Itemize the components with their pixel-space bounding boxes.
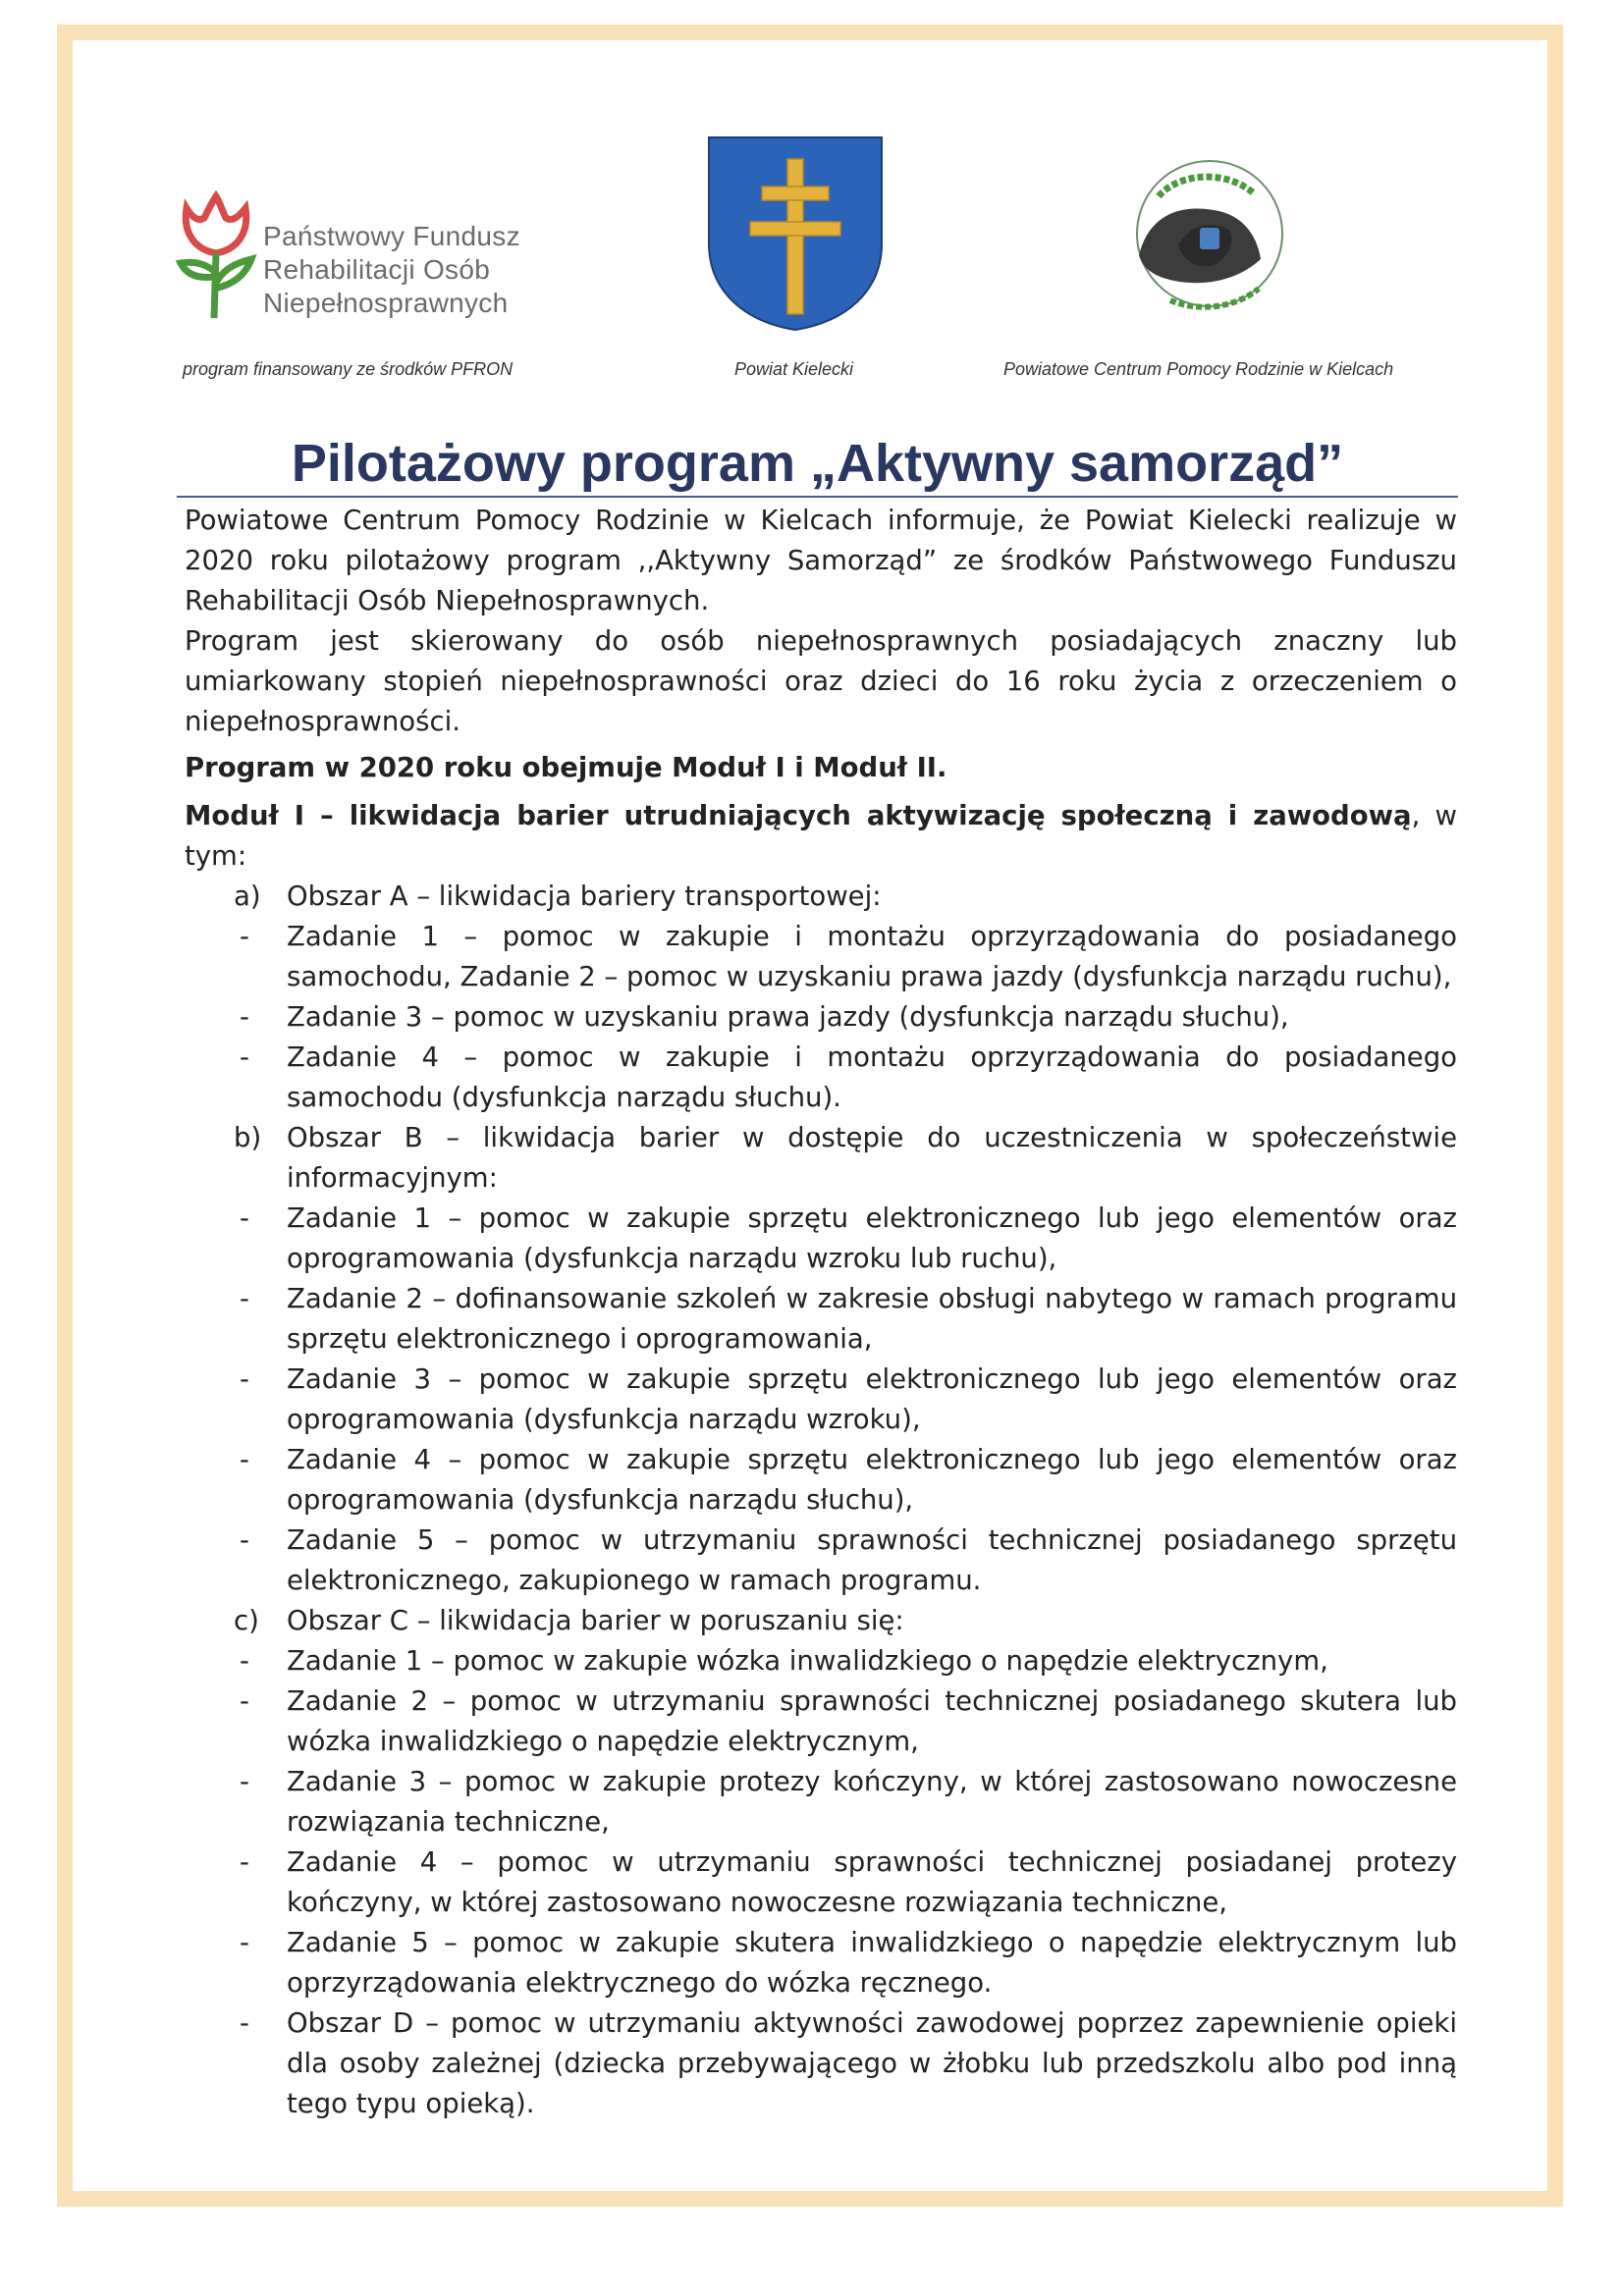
pcpr-logo bbox=[1119, 157, 1296, 329]
list-item-text: Obszar A – likwidacja bariery transportowej: bbox=[287, 881, 882, 912]
pfron-logo bbox=[175, 188, 587, 326]
document-body bbox=[185, 501, 1457, 2124]
pfron-name-line: Państwowy Fundusz bbox=[263, 221, 520, 251]
pcpr-caption: Powiatowe Centrum Pomocy Rodzinie w Kielcach bbox=[1003, 359, 1394, 379]
list-item-text: Zadanie 5 – pomoc w utrzymaniu sprawności technicznej posiadanego sprzętu elektronicznego, zakupionego w ramach programu. bbox=[287, 1524, 1457, 1596]
list-item bbox=[185, 1762, 1457, 1842]
list-item bbox=[185, 1601, 1457, 1641]
list-item-text: Zadanie 3 – pomoc w zakupie sprzętu elektronicznego lub jego elementów oraz oprogramowania (dysfunkcja narządu wzroku), bbox=[287, 1363, 1457, 1435]
list-item-text: Zadanie 4 – pomoc w zakupie sprzętu elektronicznego lub jego elementów oraz oprogramowania (dysfunkcja narządu słuchu), bbox=[287, 1444, 1457, 1516]
list-item bbox=[185, 1038, 1457, 1118]
module1-heading-text: Moduł I – likwidacja barier utrudniających aktywizację społeczną i zawodową bbox=[185, 800, 1412, 831]
module1-list bbox=[185, 877, 1457, 2124]
list-item-text: Zadanie 3 – pomoc w uzyskaniu prawa jazdy (dysfunkcja narządu słuchu), bbox=[287, 1001, 1289, 1033]
module1-heading bbox=[185, 796, 1457, 877]
list-item-text: Zadanie 2 – dofinansowanie szkoleń w zakresie obsługi nabytego w ramach programu sprzętu elektronicznego i oprogramowania, bbox=[287, 1283, 1457, 1355]
pfron-name-line: Rehabilitacji Osób bbox=[263, 254, 491, 285]
pfron-caption: program finansowany ze środków PFRON bbox=[183, 359, 514, 379]
list-item-text: Zadanie 5 – pomoc w zakupie skutera inwalidzkiego o napędzie elektrycznym lub oprzyrządowania elektrycznego do wózka ręcznego. bbox=[287, 1927, 1457, 1999]
list-item bbox=[185, 1682, 1457, 1762]
module1-heading-suffix: , w tym: bbox=[185, 800, 1457, 872]
list-marker: - bbox=[240, 1041, 249, 1073]
title-underline bbox=[177, 496, 1458, 498]
list-marker: - bbox=[240, 1685, 249, 1717]
list-marker: - bbox=[240, 1202, 249, 1234]
list-marker: - bbox=[240, 1927, 249, 1958]
list-item bbox=[185, 1360, 1457, 1440]
list-marker: - bbox=[240, 1524, 249, 1556]
list-item bbox=[185, 1279, 1457, 1360]
list-item bbox=[185, 877, 1457, 917]
powiat-caption: Powiat Kielecki bbox=[734, 359, 854, 379]
list-marker: - bbox=[240, 2007, 249, 2039]
list-marker: - bbox=[240, 1645, 249, 1677]
list-item bbox=[185, 2003, 1457, 2124]
list-marker: a) bbox=[234, 881, 261, 912]
list-item bbox=[185, 1118, 1457, 1199]
list-marker: - bbox=[240, 1444, 249, 1475]
list-item-text: Zadanie 3 – pomoc w zakupie protezy kończyny, w której zastosowano nowoczesne rozwiązania techniczne, bbox=[287, 1766, 1457, 1838]
list-item-text: Obszar C – likwidacja barier w poruszaniu się: bbox=[287, 1605, 904, 1636]
tulip-icon bbox=[175, 188, 263, 326]
program-modules-statement: Program w 2020 roku obejmuje Moduł I i Moduł II. bbox=[185, 752, 947, 783]
list-marker: - bbox=[240, 1363, 249, 1395]
list-marker: b) bbox=[234, 1122, 262, 1153]
list-item bbox=[185, 1923, 1457, 2003]
list-item bbox=[185, 1440, 1457, 1521]
list-item bbox=[185, 1521, 1457, 1601]
list-marker: - bbox=[240, 1766, 249, 1797]
intro-paragraph: Powiatowe Centrum Pomocy Rodzinie w Kielcach informuje, że Powiat Kielecki realizuje w 2020 roku pilotażowy program ,,Aktywny Samorząd” ze środków Państwowego Funduszu Rehabilitacji Osób Niepełnosprawnych. bbox=[185, 505, 1457, 616]
list-marker: - bbox=[240, 921, 249, 952]
list-item-text: Zadanie 1 – pomoc w zakupie sprzętu elektronicznego lub jego elementów oraz oprogramowania (dysfunkcja narządu wzroku lub ruchu), bbox=[287, 1202, 1457, 1274]
page-title: Pilotażowy program „Aktywny samorząd” bbox=[291, 434, 1344, 493]
coat-of-arms-icon bbox=[707, 135, 884, 337]
list-marker: - bbox=[240, 1283, 249, 1314]
list-item-text: Zadanie 1 – pomoc w zakupie i montażu oprzyrządowania do posiadanego samochodu, Zadanie 2 – pomoc w uzyskaniu prawa jazdy (dysfunkcja narządu ruchu), bbox=[287, 921, 1457, 992]
list-item-text: Zadanie 4 – pomoc w utrzymaniu sprawności technicznej posiadanej protezy kończyny, w której zastosowano nowoczesne rozwiązania techniczne, bbox=[287, 1846, 1457, 1918]
list-item bbox=[185, 917, 1457, 997]
list-marker: - bbox=[240, 1846, 249, 1878]
list-item-text: Zadanie 1 – pomoc w zakupie wózka inwalidzkiego o napędzie elektrycznym, bbox=[287, 1645, 1328, 1677]
list-item-text: Zadanie 4 – pomoc w zakupie i montażu oprzyrządowania do posiadanego samochodu (dysfunkcja narządu słuchu). bbox=[287, 1041, 1457, 1113]
list-item bbox=[185, 997, 1457, 1038]
pfron-name-line: Niepełnosprawnych bbox=[263, 288, 509, 318]
list-item bbox=[185, 1641, 1457, 1682]
list-item-text: Obszar D – pomoc w utrzymaniu aktywności zawodowej poprzez zapewnienie opieki dla osoby zależnej (dziecka przebywającego w żłobku lub przedszkolu albo pod inną tego typu opieką). bbox=[287, 2007, 1457, 2119]
list-item bbox=[185, 1842, 1457, 1923]
list-item-text: Zadanie 2 – pomoc w utrzymaniu sprawności technicznej posiadanego skutera lub wózka inwalidzkiego o napędzie elektrycznym, bbox=[287, 1685, 1457, 1757]
list-item bbox=[185, 1199, 1457, 1279]
list-item-text: Obszar B – likwidacja barier w dostępie do uczestniczenia w społeczeństwie informacyjnym: bbox=[287, 1122, 1457, 1194]
intro-paragraph: Program jest skierowany do osób niepełnosprawnych posiadających znaczny lub umiarkowany stopień niepełnosprawności oraz dzieci do 16 roku życia z orzeczeniem o niepełnosprawności. bbox=[185, 625, 1457, 737]
list-marker: - bbox=[240, 1001, 249, 1033]
list-marker: c) bbox=[234, 1605, 259, 1636]
